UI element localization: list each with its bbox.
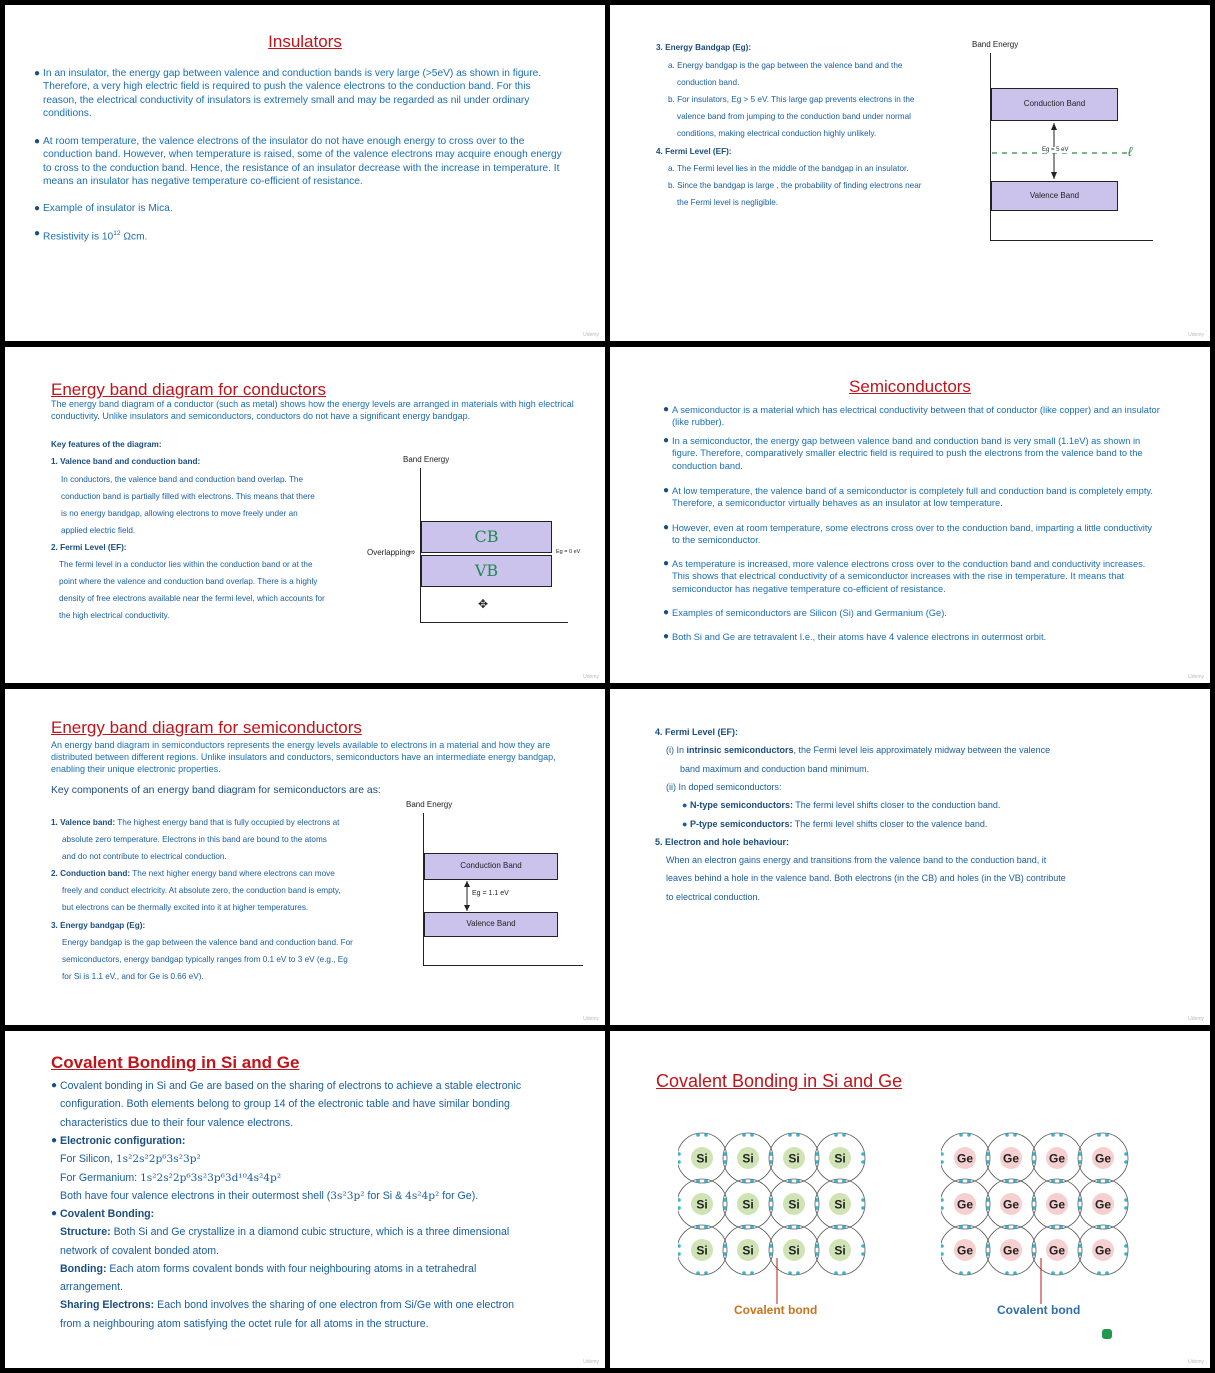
atom-symbol: Si xyxy=(788,1243,800,1258)
valence-electron xyxy=(742,1271,746,1275)
valence-electron xyxy=(1059,1225,1063,1229)
valence-electron xyxy=(723,1152,727,1156)
heading-fermi: 4. Fermi Level (EF): xyxy=(655,727,739,737)
text-line: from a neighbouring atom satisfying the octet rule for all atoms in the structure. xyxy=(60,1317,429,1330)
valence-electron xyxy=(1105,1133,1109,1137)
valence-electron xyxy=(861,1160,865,1164)
atom-symbol: Si xyxy=(742,1243,754,1258)
gap-arrow xyxy=(990,121,1150,183)
valence-electron xyxy=(1078,1206,1082,1210)
valence-electron xyxy=(796,1133,800,1137)
atom-symbol: Si xyxy=(834,1151,846,1166)
atom-symbol: Ge xyxy=(1094,1197,1112,1212)
text-line: Covalent Bonding: xyxy=(60,1208,155,1220)
text-line: characteristics due to their four valence electrons. xyxy=(60,1116,294,1129)
heading-bandgap: 3. Energy Bandgap (Eg): xyxy=(656,43,752,52)
valence-electron xyxy=(1078,1152,1082,1156)
valence-electron xyxy=(704,1271,708,1275)
valence-electron xyxy=(1051,1225,1055,1229)
sharing-line: Sharing Electrons: Each bond involves the sharing of one electron from Si/Ge with one electron xyxy=(60,1299,514,1312)
text-line: is no energy bandgap, allowing electrons to move freely under an xyxy=(61,509,298,518)
valence-electron xyxy=(861,1244,865,1248)
valence-electron xyxy=(1078,1198,1082,1202)
valence-electron xyxy=(815,1244,819,1248)
valence-electron xyxy=(941,1198,944,1202)
valence-electron xyxy=(986,1206,990,1210)
valence-electron xyxy=(834,1133,838,1137)
valence-electron xyxy=(1051,1179,1055,1183)
slide-covalent-bonding-figure xyxy=(610,1031,1210,1368)
text-line: b. Since the bandgap is large , the probability of finding electrons near xyxy=(668,181,922,190)
valence-band: Valence Band xyxy=(991,181,1118,211)
slide-title: Semiconductors xyxy=(849,377,971,396)
valence-electron xyxy=(1013,1271,1017,1275)
valence-electron xyxy=(834,1225,838,1229)
valence-electron xyxy=(815,1252,819,1256)
valence-electron xyxy=(750,1179,754,1183)
watermark: Udemy xyxy=(583,674,599,680)
valence-electron xyxy=(769,1152,773,1156)
atom-symbol: Si xyxy=(742,1151,754,1166)
watermark: Udemy xyxy=(1188,332,1204,338)
valence-electron xyxy=(842,1133,846,1137)
watermark: Udemy xyxy=(583,332,599,338)
text-line: leaves behind a hole in the valence band. Both electrons (in the CB) and holes (in the VB) contribute xyxy=(666,873,1066,883)
text-line: density of free electrons available near the fermi level, which accounts for xyxy=(59,594,325,603)
slide-title: Covalent Bonding in Si and Ge xyxy=(51,1053,300,1072)
valence-electron xyxy=(1059,1179,1063,1183)
valence-electron xyxy=(678,1206,681,1210)
watermark: Udemy xyxy=(1188,674,1204,680)
bullet-3: ● Example of insulator is Mica. xyxy=(34,203,173,214)
axis-label: Band Energy xyxy=(972,40,1019,49)
valence-electron xyxy=(941,1244,944,1248)
germanium-config: For Germanium: 1s²2s²2p⁶3s²3p⁶3d¹⁰4s²4p² xyxy=(60,1171,282,1184)
valence-electron xyxy=(796,1225,800,1229)
valence-electron xyxy=(1097,1133,1101,1137)
valence-electron xyxy=(1059,1271,1063,1275)
slide-semiconductor-band-diagram xyxy=(5,689,605,1025)
conduction-band: CB xyxy=(421,521,552,553)
text-line: a. Energy bandgap is the gap between the valence band and the xyxy=(668,61,903,70)
valence-electron xyxy=(861,1252,865,1256)
bullet-3: ● Covalent Bonding: Structure: Both Si and Ge crystallize in a diamond cubic structure, which is a three dimensional network of covalent bonded atom. Bonding: Each atom forms covalent bonds with four neighbouring atoms in a tetrahedral arrangement. Sharing Electrons: Each bond involves the sharing of one electron from Si/Ge with one electron from a neighbouring atom satisfying the octet rule for all atoms in the structure. xyxy=(60,1205,514,1333)
axis-label: Band Energy xyxy=(406,800,453,809)
valence-band: VB xyxy=(421,555,552,587)
text-line: When an electron gains energy and transitions from the valence band to the conduction band, it xyxy=(666,855,1047,865)
heading-fermi: 2. Fermi Level (EF): xyxy=(51,543,127,552)
valence-electron xyxy=(696,1225,700,1229)
valence-electron xyxy=(704,1179,708,1183)
valence-electron xyxy=(1105,1271,1109,1275)
text-line: point where the valence and conduction band overlap. There is a highly xyxy=(59,577,318,586)
valence-electron xyxy=(1124,1206,1128,1210)
text-line: freely and conduct electricity. At absolute zero, the conduction band is empty, xyxy=(62,886,341,895)
atom-symbol: Ge xyxy=(1002,1243,1020,1258)
heading-bands: 1. Valence band and conduction band: xyxy=(51,457,201,466)
bullet-3: ● At low temperature, the valence band of a semiconductor is completely full and conduction band is completely empty. Therefore, a semiconductor virtually behaves as an insulator at low temperature. xyxy=(663,485,1153,509)
text-line: arrangement. xyxy=(60,1281,124,1294)
ge-pointer xyxy=(1034,1256,1048,1306)
slide-insulators xyxy=(5,5,605,341)
valence-electron xyxy=(1032,1152,1036,1156)
atom-symbol: Ge xyxy=(1048,1243,1066,1258)
text-line: the high electrical conductivity. xyxy=(59,611,170,620)
intro-text: An energy band diagram in semiconductors represents the energy levels available to electrons in a material and how they are distributed between different regions. Unlike insulators and conductors, semiconductors have an intermediate energy bandgap, enabling their unique electronic properties. xyxy=(51,740,556,775)
valence-electron xyxy=(704,1133,708,1137)
ge-covalent-bond-label: Covalent bond xyxy=(997,1303,1081,1317)
valence-electron xyxy=(861,1198,865,1202)
text-line: conditions, making electrical conduction highly unlikely. xyxy=(677,129,877,138)
valence-electron xyxy=(1032,1206,1036,1210)
pointer-marker-icon xyxy=(1102,1329,1112,1339)
text-line: (ii) In doped semiconductors: xyxy=(666,782,782,792)
valence-electron xyxy=(1078,1160,1082,1164)
valence-electron xyxy=(1078,1252,1082,1256)
atom-symbol: Si xyxy=(834,1243,846,1258)
valence-electron xyxy=(1051,1271,1055,1275)
text-line: a. The Fermi level lies in the middle of the bandgap in an insulator. xyxy=(668,164,909,173)
valence-electron xyxy=(861,1152,865,1156)
text-line: absolute zero temperature. Electrons in this band are bound to the atoms xyxy=(62,835,327,844)
valence-electron xyxy=(1124,1160,1128,1164)
valence-electron xyxy=(678,1252,681,1256)
valence-electron xyxy=(678,1152,681,1156)
atom-symbol: Si xyxy=(696,1197,708,1212)
slide-fermi-semiconductors xyxy=(610,689,1210,1025)
valence-electron xyxy=(723,1206,727,1210)
valence-electron xyxy=(1124,1198,1128,1202)
valence-electron xyxy=(1013,1179,1017,1183)
conduction-band: Conduction Band xyxy=(424,853,558,880)
valence-electron xyxy=(769,1160,773,1164)
bullet-5: ● As temperature is increased, more valence electrons cross over to the conduction band and conductivity increases. This shows that electrical conductivity of a semiconductor increases with the rise in temperature. It means that semiconductor has negative temperature co-efficient of resistance. xyxy=(663,558,1146,594)
watermark: Udemy xyxy=(583,1016,599,1022)
watermark: Udemy xyxy=(1188,1016,1204,1022)
valence-electron xyxy=(769,1206,773,1210)
axis-label: Band Energy xyxy=(403,455,450,464)
structure-line: Structure: Both Si and Ge crystallize in a diamond cubic structure, which is a three dimensional xyxy=(60,1226,510,1239)
text-line: valence band from jumping to the conduction band under normal xyxy=(677,112,911,121)
gap-label: Eg = 5 eV xyxy=(1042,147,1069,153)
arrow-right-icon: ⇨ xyxy=(408,547,416,557)
both-config: Both have four valence electrons in their outermost shell (3s²3p² for Si & 4s²4p² for Ge). xyxy=(60,1189,479,1202)
si-covalent-bond-label: Covalent bond xyxy=(734,1303,818,1317)
valence-electron xyxy=(723,1244,727,1248)
valence-electron xyxy=(678,1244,681,1248)
text-line: for Si is 1.1 eV., and for Ge is 0.66 eV). xyxy=(62,972,204,981)
valence-electron xyxy=(1032,1160,1036,1164)
silicon-config: For Silicon, 1s²2s²2p⁶3s²3p² xyxy=(60,1153,201,1166)
text-line: the Fermi level is negligible. xyxy=(677,198,779,207)
text-line: In conductors, the valence band and conduction band overlap. The xyxy=(61,475,304,484)
valence-electron xyxy=(723,1160,727,1164)
valence-electron xyxy=(1005,1133,1009,1137)
atom-symbol: Ge xyxy=(1048,1197,1066,1212)
text-line: conduction band is partially filled with electrons. This means that there xyxy=(61,492,315,501)
valence-electron xyxy=(1032,1198,1036,1202)
valence-electron xyxy=(986,1152,990,1156)
atom-symbol: Ge xyxy=(1002,1151,1020,1166)
atom-symbol: Si xyxy=(696,1151,708,1166)
watermark: Udemy xyxy=(583,1359,599,1365)
intro-text: The energy band diagram of a conductor (such as metal) shows how the energy levels are arranged in materials with high electrical conductivity. Unlike insulators and semiconductors, conductors do not have a significant energy bandgap. xyxy=(51,399,574,421)
valence-electron xyxy=(769,1244,773,1248)
valence-electron xyxy=(750,1225,754,1229)
valence-electron xyxy=(1097,1271,1101,1275)
valence-band: Valence Band xyxy=(424,912,558,937)
atom-symbol: Si xyxy=(742,1197,754,1212)
valence-electron xyxy=(742,1225,746,1229)
valence-electron xyxy=(788,1225,792,1229)
text-line: Electronic configuration: xyxy=(60,1135,186,1147)
valence-electron xyxy=(723,1198,727,1202)
valence-electron xyxy=(815,1206,819,1210)
valence-electron xyxy=(696,1133,700,1137)
key-features: Key features of the diagram: xyxy=(51,440,162,449)
valence-electron xyxy=(861,1206,865,1210)
atom-symbol: Ge xyxy=(956,1243,974,1258)
slide-title: Covalent Bonding in Si and Ge xyxy=(656,1071,903,1091)
move-cursor-icon: ✥ xyxy=(478,597,489,611)
slide-title: Insulators xyxy=(268,32,342,51)
valence-electron xyxy=(678,1198,681,1202)
valence-electron xyxy=(1105,1225,1109,1229)
valence-electron xyxy=(788,1271,792,1275)
watermark: Udemy xyxy=(1188,1359,1204,1365)
valence-electron xyxy=(1124,1252,1128,1256)
valence-electron xyxy=(815,1152,819,1156)
bullet-1: ● Covalent bonding in Si and Ge are based on the sharing of electrons to achieve a stable electronic configuration. Both elements belong to group 14 of the electronic table and have similar bonding characteristics due to their four valence electrons. xyxy=(60,1077,521,1132)
text-line: semiconductors, energy bandgap typically ranges from 0.1 eV to 3 eV (e.g., Eg xyxy=(62,955,348,964)
slide-covalent-bonding-text xyxy=(5,1031,605,1368)
slide-insulator-bandgap xyxy=(610,5,1210,341)
valence-electron xyxy=(967,1225,971,1229)
valence-electron xyxy=(941,1206,944,1210)
item-bandgap: 3. Energy bandgap (Eg): xyxy=(51,921,146,930)
valence-electron xyxy=(1078,1244,1082,1248)
valence-electron xyxy=(1005,1271,1009,1275)
valence-electron xyxy=(1124,1244,1128,1248)
text-line: network of covalent bonded atom. xyxy=(60,1244,220,1257)
bullet-2: ● Electronic configuration: For Silicon, 1s²2s²2p⁶3s²3p² For Germanium: 1s²2s²2p⁶3s²3p⁶3d¹⁰4s²4p² Both have four valence electrons in their outermost shell (3s²3p² for Si & 4s²4p² for Ge). xyxy=(60,1132,478,1205)
valence-electron xyxy=(986,1244,990,1248)
valence-electron xyxy=(750,1271,754,1275)
bullet-1: ● In an insulator, the energy gap between valence and conduction bands is very large (>5eV) as shown in figure. Therefore, a very high electric field is required to push the valence electrons to the conduction band. For this reason, the electrical conductivity of insulators is extremely small and may be regarded as nil under ordinary conditions. xyxy=(34,68,542,120)
text-line: configuration. Both elements belong to group 14 of the electronic table and have similar bonding xyxy=(60,1098,510,1111)
valence-electron xyxy=(941,1160,944,1164)
atom-symbol: Si xyxy=(834,1197,846,1212)
valence-electron xyxy=(959,1133,963,1137)
valence-electron xyxy=(1124,1152,1128,1156)
valence-electron xyxy=(959,1225,963,1229)
valence-electron xyxy=(696,1179,700,1183)
bullet-2: ● At room temperature, the valence electrons of the insulator do not have enough energy to cross over to the conduction band. However, when temperature is raised, some of the valence electrons may acquire enough energy to cross to the conduction band. Hence, the resistance of an insulator decrease with the increase in temperature. It means an insulator has negative temperature co-efficient of resistance. xyxy=(34,136,562,188)
n-type-line: ● N-type semiconductors: The fermi level shifts closer to the conduction band. xyxy=(682,800,1001,810)
text-line: but electrons can be thermally excited into it at higher temperatures. xyxy=(62,903,309,912)
gap-label: Eg = 1.1 eV xyxy=(472,890,509,897)
slide-title: Energy band diagram for semiconductors xyxy=(51,718,362,737)
valence-electron xyxy=(959,1179,963,1183)
valence-electron xyxy=(941,1252,944,1256)
valence-electron xyxy=(959,1271,963,1275)
atom-symbol: Ge xyxy=(1002,1197,1020,1212)
fermi-level-mark: ℓ xyxy=(1128,144,1133,159)
text-line: b. For insulators, Eg > 5 eV. This large gap prevents electrons in the xyxy=(668,95,915,104)
text-line: and do not contribute to electrical conduction. xyxy=(62,852,227,861)
valence-electron xyxy=(834,1179,838,1183)
valence-electron xyxy=(769,1198,773,1202)
atom-symbol: Si xyxy=(696,1243,708,1258)
text-line: Covalent bonding in Si and Ge are based on the sharing of electrons to achieve a stable electronic xyxy=(60,1080,522,1092)
text-line: conduction band. xyxy=(677,78,740,87)
key-components: Key components of an energy band diagram for semiconductors are as: xyxy=(51,785,381,796)
atom-symbol: Ge xyxy=(956,1151,974,1166)
atom-symbol: Ge xyxy=(1094,1243,1112,1258)
valence-electron xyxy=(1105,1179,1109,1183)
heading-electron-hole: 5. Electron and hole behaviour: xyxy=(655,837,790,847)
valence-electron xyxy=(986,1252,990,1256)
bonding-line: Bonding: Each atom forms covalent bonds with four neighbouring atoms in a tetrahedral xyxy=(60,1262,477,1275)
valence-electron xyxy=(941,1152,944,1156)
gap-label: Eg = 0 eV xyxy=(556,549,581,555)
valence-electron xyxy=(967,1179,971,1183)
slide-title: Energy band diagram for conductors xyxy=(51,380,326,399)
text-line: to electrical conduction. xyxy=(666,892,761,902)
valence-electron xyxy=(986,1160,990,1164)
text-line: Energy bandgap is the gap between the valence band and conduction band. For xyxy=(62,938,353,947)
slide-conductors xyxy=(5,347,605,683)
valence-electron xyxy=(704,1225,708,1229)
bullet-6: ● Examples of semiconductors are Silicon (Si) and Germanium (Ge). xyxy=(663,607,947,618)
text-line: The fermi level in a conductor lies within the conduction band or at the xyxy=(59,560,313,569)
atom-symbol: Ge xyxy=(956,1197,974,1212)
bullet-7: ● Both Si and Ge are tetravalent I.e., their atoms have 4 valence electrons in outermost orbit. xyxy=(663,631,1047,642)
atom-symbol: Si xyxy=(788,1197,800,1212)
valence-electron xyxy=(796,1271,800,1275)
overlap-label: Overlapping xyxy=(367,548,411,557)
text-line: band maximum and conduction band minimum. xyxy=(680,764,870,774)
valence-electron xyxy=(842,1179,846,1183)
text-line: applied electric field. xyxy=(61,526,136,535)
item-conduction: 2. Conduction band: The next higher energy band where electrons can move xyxy=(51,869,335,878)
bullet-1: ● A semiconductor is a material which has electrical conductivity between that of conductor (like copper) and an insulator (like rubber). xyxy=(663,404,1160,428)
valence-electron xyxy=(1097,1179,1101,1183)
valence-electron xyxy=(967,1271,971,1275)
bullet-2: ● In a semiconductor, the energy gap between valence band and conduction band is very small (1.1eV) as shown in figure. Therefore, comparatively smaller electric field is required to push the electrons from the valence band to the conduction band. xyxy=(663,435,1143,471)
valence-electron xyxy=(1059,1133,1063,1137)
valence-electron xyxy=(1097,1225,1101,1229)
atom-symbol: Ge xyxy=(1048,1151,1066,1166)
valence-electron xyxy=(742,1133,746,1137)
valence-electron xyxy=(967,1133,971,1137)
x-axis xyxy=(423,965,583,966)
valence-electron xyxy=(796,1179,800,1183)
valence-electron xyxy=(1051,1133,1055,1137)
x-axis xyxy=(990,240,1153,241)
valence-electron xyxy=(815,1198,819,1202)
valence-electron xyxy=(1005,1179,1009,1183)
conduction-band: Conduction Band xyxy=(991,88,1118,121)
atom-symbol: Ge xyxy=(1094,1151,1112,1166)
valence-electron xyxy=(1013,1133,1017,1137)
valence-electron xyxy=(986,1198,990,1202)
si-pointer xyxy=(770,1256,784,1306)
slide-semiconductors xyxy=(610,347,1210,683)
valence-electron xyxy=(696,1271,700,1275)
valence-electron xyxy=(678,1160,681,1164)
atom-symbol: Si xyxy=(788,1151,800,1166)
item-valence: 1. Valence band: The highest energy band that is fully occupied by electrons at xyxy=(51,818,340,827)
y-axis xyxy=(423,813,424,966)
valence-electron xyxy=(834,1271,838,1275)
valence-electron xyxy=(723,1252,727,1256)
valence-electron xyxy=(842,1271,846,1275)
valence-electron xyxy=(742,1179,746,1183)
bullet-4: ● However, even at room temperature, some electrons cross over to the conduction band, imparting a little conductivity to the semiconductor. xyxy=(663,522,1153,546)
valence-electron xyxy=(1013,1225,1017,1229)
valence-electron xyxy=(815,1160,819,1164)
valence-electron xyxy=(1032,1244,1036,1248)
valence-electron xyxy=(788,1133,792,1137)
valence-electron xyxy=(788,1179,792,1183)
p-type-line: ● P-type semiconductors: The fermi level shifts closer to the valence band. xyxy=(682,819,988,829)
valence-electron xyxy=(1005,1225,1009,1229)
x-axis xyxy=(420,622,568,623)
heading-fermi: 4. Fermi Level (EF): xyxy=(656,147,732,156)
intrinsic-line: (i) In intrinsic semiconductors, the Fermi level leis approximately midway between the valence xyxy=(666,745,1051,755)
bullet-4: ● Resistivity is $10^{12}$ Ωcm. xyxy=(34,228,148,243)
valence-electron xyxy=(750,1133,754,1137)
valence-electron xyxy=(842,1225,846,1229)
